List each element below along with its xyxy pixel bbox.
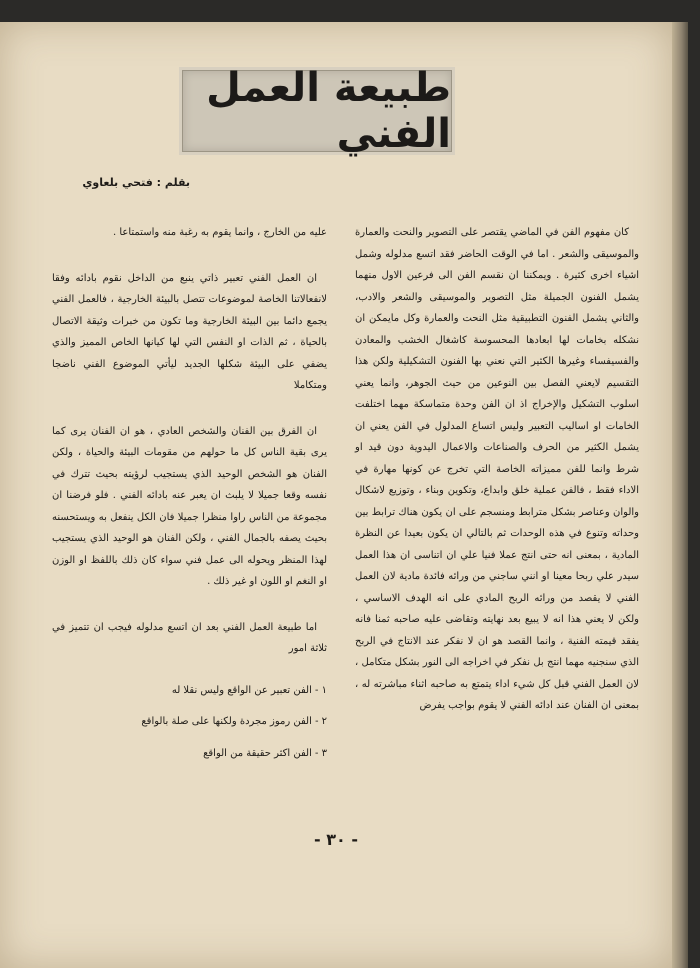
list-item: ٢ - الفن رموز مجردة ولكنها على صلة بالواقع [141,716,327,727]
list-item: ٣ - الفن اكثر حقيقة من الواقع [203,747,327,759]
title-frame [182,65,452,157]
right-column-paragraph: كان مفهوم الفن في الماضي يقتصر على التصوير والنحت والعمارة والموسيقى والشعر . اما في الوقت الحاضر فقد اتسع مدلوله وشمل اشياء اخرى كثيرة . ويمكننا ان نقسم الفن الى فرعين الاول منهما يشمل الفنون الجميلة مثل التصوير والموسيقى والشعر والادب، والثاني يشمل الفنون التطبيقية مثل النحت والعمارة وكل مايمكن ان نشكله بخامات لها ابعادها المحسوسة كاشغال الخشب والمعادن والفسيفساء وغيرها الكثير التي نعني بها الفنون التشكيلية ولكن هذا التقسيم لايعني الفصل بين النوعين من حيث الجوهر، وانما يعني اسلوب التشكيل والإخراج اذ ان الفن وحدة متماسكة مهما اختلفت الخامات او اساليب التعبير وليس اتساع المدلول في الفن يعني ان يشمل الكثير من الحرف والصناعات والاعمال اليدوية دون قيد او شرط وانما للفن مميزاته الخاصة التي تخرج عن كونها مهارة في الاداء فقط ، فالفن عملية خلق وابداع، وتكوين وبناء ، وتوزيع لاشكال والوان وعناصر بشكل مترابط ومنسجم على ان يكون هناك ترابط بين وحداته وتنوع في هذه الوحدات ثم بالتالي ان يكون بعيدا عن النظرة المادية ، بمعنى انه حتى انتج عملا فنيا علي ان اتناسى ان هذا العمل سيدر علي ربحا معينا او انني ساجني من ورائه فائدة مادية لان العمل الفني لا يقصد من ورائه الربح المادي على انه الهدف الاساسي ، ولكن لا يعني هذا انه لا يبيع بعد نهايته وتقاضى عليه صاحبه ثمنا فانه يفقد قيمته الفنية ، وانما القصد هو ان لا نفكر عند الانتاج في الربح الذي سنجنيه مهما انتج بل نفكر في اخراجه الى النور بشكل متكامل ، لان العمل الفني قبل كل شيء اداء يتمتع به صاحبه اثناء مباشرته له ، بمعنى ان الفنان عند ادائه الفني لا يقوم بواجب يفرض [355,227,639,711]
page-number: - ٣٠ - [314,830,358,849]
left-paragraph-4: اما طبيعة العمل الفني بعد ان اتسع مدلوله فيجب ان تتميز في ثلاثة امور [52,621,327,654]
left-column [52,222,327,764]
article-title: طبيعة العمل الفني [206,65,451,157]
right-column [355,222,639,717]
page-edge [672,22,688,968]
left-paragraph-2: ان العمل الفني تعبير ذاتي ينبع من الداخل نقوم بادائه وفقا لانفعالاتنا الخاصة لموضوعات تتصل بالبيئة الخارجية ، فالعمل الفني يجمع دائما بين البيئة الخارجية وما تكون من خبرات وثيقة الاتصال بالحياة ، ثم الذات او النفس التي لها كيانها الخاص المميز والذي يضفي على البيئة شكلها الجديد ليأتي الموضوع الفني ناضجا ومتكاملا [52,272,327,391]
list-item: ١ - الفن تعبير عن الواقع وليس نقلا له [171,684,327,696]
left-paragraph-3: ان الفرق بين الفنان والشخص العادي ، هو ان الفنان يرى كما يرى بقية الناس كل ما حولهم من مقومات البيئة والحياة ، ولكن الفنان هو الشخص الوحيد الذي يستجيب لرؤيته بحيث تترك في نفسه وقعا جميلا لا يلبث ان يعبر عنه بادائه الفني . فلو فرضنا ان مجموعة من الناس راوا منظرا جميلا فان الكل ينفعل به ويستحسنه بحيث يصفه بالجمال الفني ، ولكن الفنان هو الوحيد الذي يستجيب لهذا المنظر ويحوله الى عمل فني سواء كان ذلك باللفظ او الوزن او النغم او اللون او غير ذلك . [52,425,327,587]
byline: بقلم : فتحي بلعاوي [82,176,190,189]
left-paragraph-1: عليه من الخارج ، وانما يقوم به رغبة منه واستمتاعا . [112,227,327,238]
